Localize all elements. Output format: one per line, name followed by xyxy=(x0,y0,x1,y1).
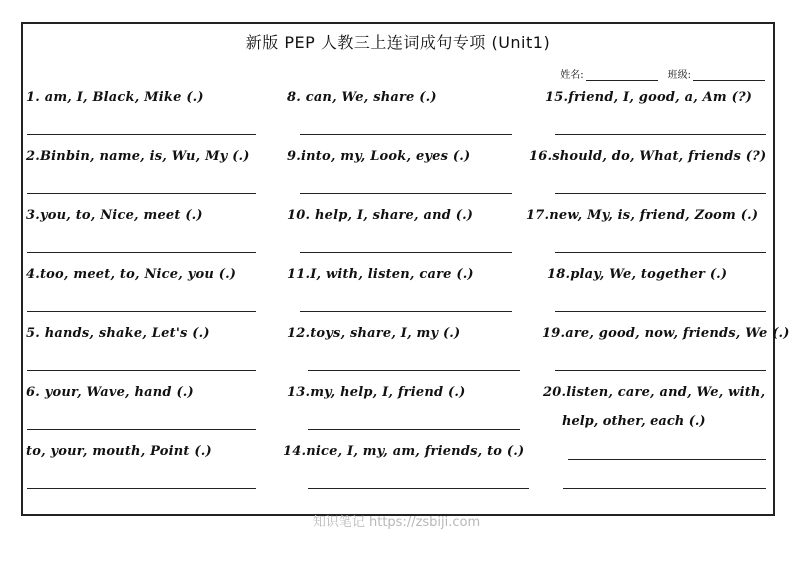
answer-line-20b xyxy=(563,488,766,489)
name-class-fields xyxy=(560,66,765,81)
watermark-text: 知识笔记 https://zsbiji.com xyxy=(312,515,481,530)
question-17: 17.new, My, is, friend, Zoom (.) xyxy=(526,208,759,223)
answer-line-16 xyxy=(555,193,766,194)
name-label: 姓名: xyxy=(560,70,584,81)
worksheet-title: 新版 PEP 人教三上连词成句专项 (Unit1) xyxy=(245,33,551,52)
answer-line-5 xyxy=(27,370,256,371)
answer-line-6 xyxy=(27,429,256,430)
question-20-continued: help, other, each (.) xyxy=(562,414,706,429)
question-6: 6. your, Wave, hand (.) xyxy=(26,385,194,400)
answer-line-11 xyxy=(300,311,512,312)
name-field xyxy=(560,66,657,81)
question-13: 13.my, help, I, friend (.) xyxy=(287,385,466,400)
question-12: 12.toys, share, I, my (.) xyxy=(287,326,461,341)
answer-line-15 xyxy=(555,134,766,135)
question-10: 10. help, I, share, and (.) xyxy=(287,208,474,223)
class-field xyxy=(668,66,765,81)
question-5: 5. hands, shake, Let's (.) xyxy=(26,326,210,341)
answer-line-18 xyxy=(555,311,766,312)
class-blank xyxy=(693,70,765,81)
question-18: 18.play, We, together (.) xyxy=(547,267,728,282)
question-20: 20.listen, care, and, We, with, xyxy=(543,385,766,400)
class-label: 班级: xyxy=(667,70,691,81)
answer-line-1 xyxy=(27,134,256,135)
answer-line-13 xyxy=(308,429,520,430)
question-7: to, your, mouth, Point (.) xyxy=(26,444,212,459)
answer-line-20a xyxy=(568,459,766,460)
answer-line-3 xyxy=(27,252,256,253)
answer-line-14 xyxy=(308,488,529,489)
answer-line-4 xyxy=(27,311,256,312)
answer-line-10 xyxy=(300,252,512,253)
answer-line-17 xyxy=(555,252,766,253)
question-9: 9.into, my, Look, eyes (.) xyxy=(287,149,471,164)
answer-line-9 xyxy=(300,193,512,194)
answer-line-12 xyxy=(308,370,520,371)
answer-line-2 xyxy=(27,193,256,194)
question-16: 16.should, do, What, friends (?) xyxy=(529,149,767,164)
name-blank xyxy=(586,70,658,81)
question-1: 1. am, I, Black, Mike (.) xyxy=(26,90,204,105)
answer-line-19 xyxy=(555,370,766,371)
question-8: 8. can, We, share (.) xyxy=(287,90,437,105)
question-15: 15.friend, I, good, a, Am (?) xyxy=(545,90,753,105)
question-11: 11.I, with, listen, care (.) xyxy=(287,267,474,282)
question-4: 4.too, meet, to, Nice, you (.) xyxy=(26,267,237,282)
question-2: 2.Binbin, name, is, Wu, My (.) xyxy=(26,149,250,164)
question-14: 14.nice, I, my, am, friends, to (.) xyxy=(283,444,525,459)
answer-line-8 xyxy=(300,134,512,135)
answer-line-7 xyxy=(27,488,256,489)
question-3: 3.you, to, Nice, meet (.) xyxy=(26,208,203,223)
question-19: 19.are, good, now, friends, We (.) xyxy=(542,326,790,341)
